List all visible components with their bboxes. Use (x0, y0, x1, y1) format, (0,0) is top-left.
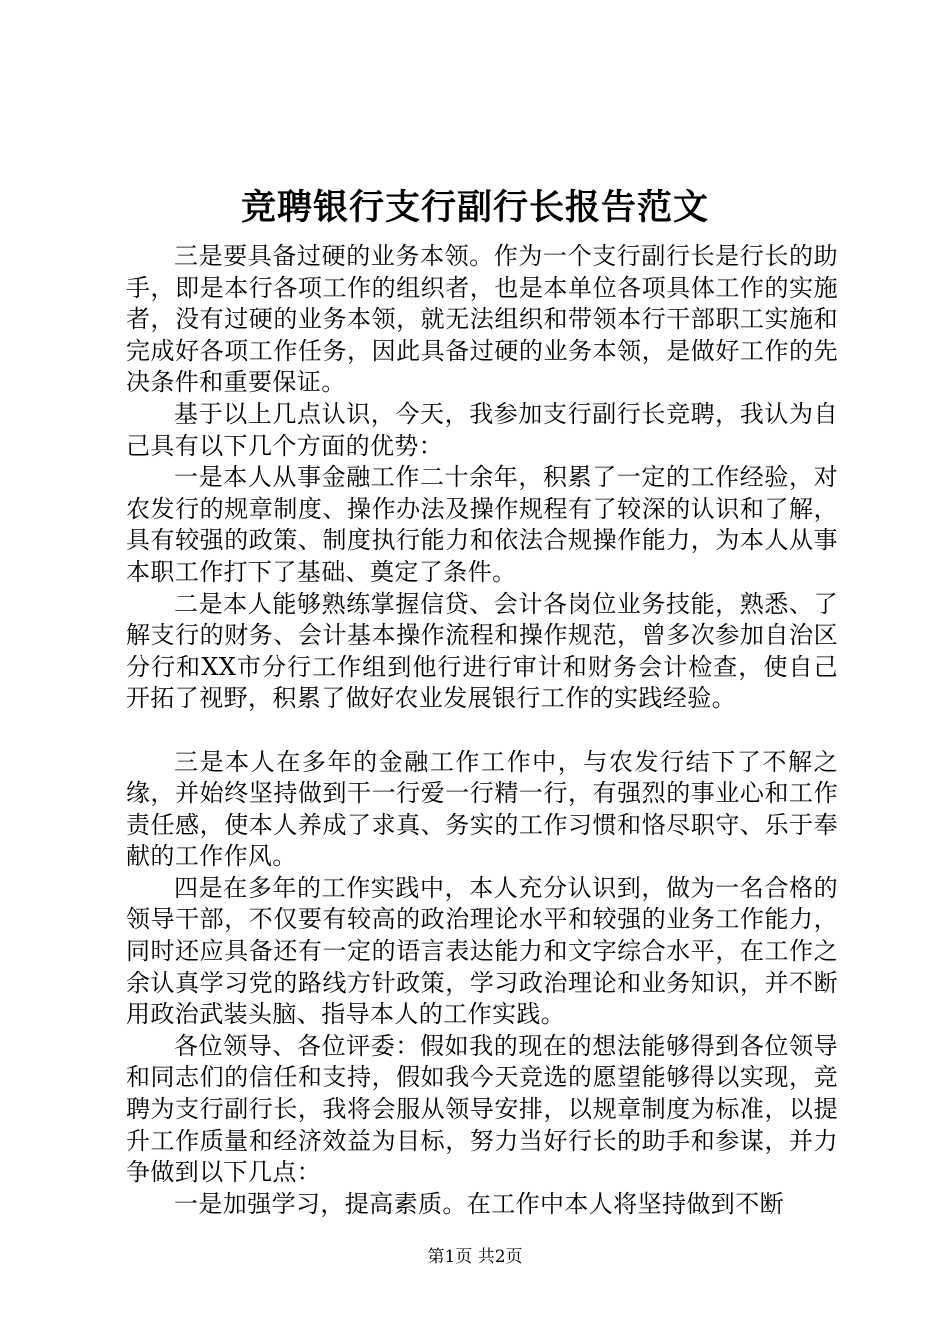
document-body (126, 241, 838, 1220)
paragraph-advantage-3: 三是本人在多年的金融工作工作中，与农发行结下了不解之缘，并始终坚持做到干一行爱一行精一行，有强烈的事业心和工作责任感，使本人养成了求真、务实的工作习惯和恪尽职守、乐于奉献的工作作风。 (126, 747, 838, 871)
paragraph-advantage-2: 二是本人能够熟练掌握信贷、会计各岗位业务技能，熟悉、了解支行的财务、会计基本操作流程和操作规范，曾多次参加自治区分行和XX市分行工作组到他行进行审计和财务会计检查，使自己开拓了视野，积累了做好农业发展银行工作的实践经验。 (126, 589, 838, 713)
paragraph-commitment: 各位领导、各位评委：假如我的现在的想法能够得到各位领导和同志们的信任和支持，假如我今天竞选的愿望能够得以实现，竞聘为支行副行长，我将会服从领导安排，以规章制度为标准，以提升工作质量和经济效益为目标，努力当好行长的助手和参谋，并力争做到以下几点： (126, 1031, 838, 1187)
paragraph-business-skills: 三是要具备过硬的业务本领。作为一个支行副行长是行长的助手，即是本行各项工作的组织者，也是本单位各项具体工作的实施者，没有过硬的业务本领，就无法组织和带领本行干部职工实施和完成好各项工作任务，因此具备过硬的业务本领，是做好工作的先决条件和重要保证。 (126, 242, 838, 397)
paragraph-advantages-intro: 基于以上几点认识，今天，我参加支行副行长竞聘，我认为自己具有以下几个方面的优势： (126, 399, 838, 460)
document-title: 竞聘银行支行副行长报告范文 (240, 187, 709, 228)
page-footer: 第1页 共2页 (427, 1247, 523, 1267)
paragraph-advantage-1: 一是本人从事金融工作二十余年，积累了一定的工作经验，对农发行的规章制度、操作办法及操作规程有了较深的认识和了解，具有较强的政策、制度执行能力和依法合规操作能力，为本人从事本职工作打下了基础、奠定了条件。 (126, 463, 838, 586)
paragraph-goal-1: 一是加强学习，提高素质。在工作中本人将坚持做到不断 (174, 1189, 784, 1218)
paragraph-advantage-4: 四是在多年的工作实践中，本人充分认识到，做为一名合格的领导干部，不仅要有较高的政治理论水平和较强的业务工作能力，同时还应具备还有一定的语言表达能力和文字综合水平，在工作之余认真学习党的路线方针政策，学习政治理论和业务知识，并不断用政治武装头脑、指导本人的工作实践。 (126, 873, 838, 1029)
